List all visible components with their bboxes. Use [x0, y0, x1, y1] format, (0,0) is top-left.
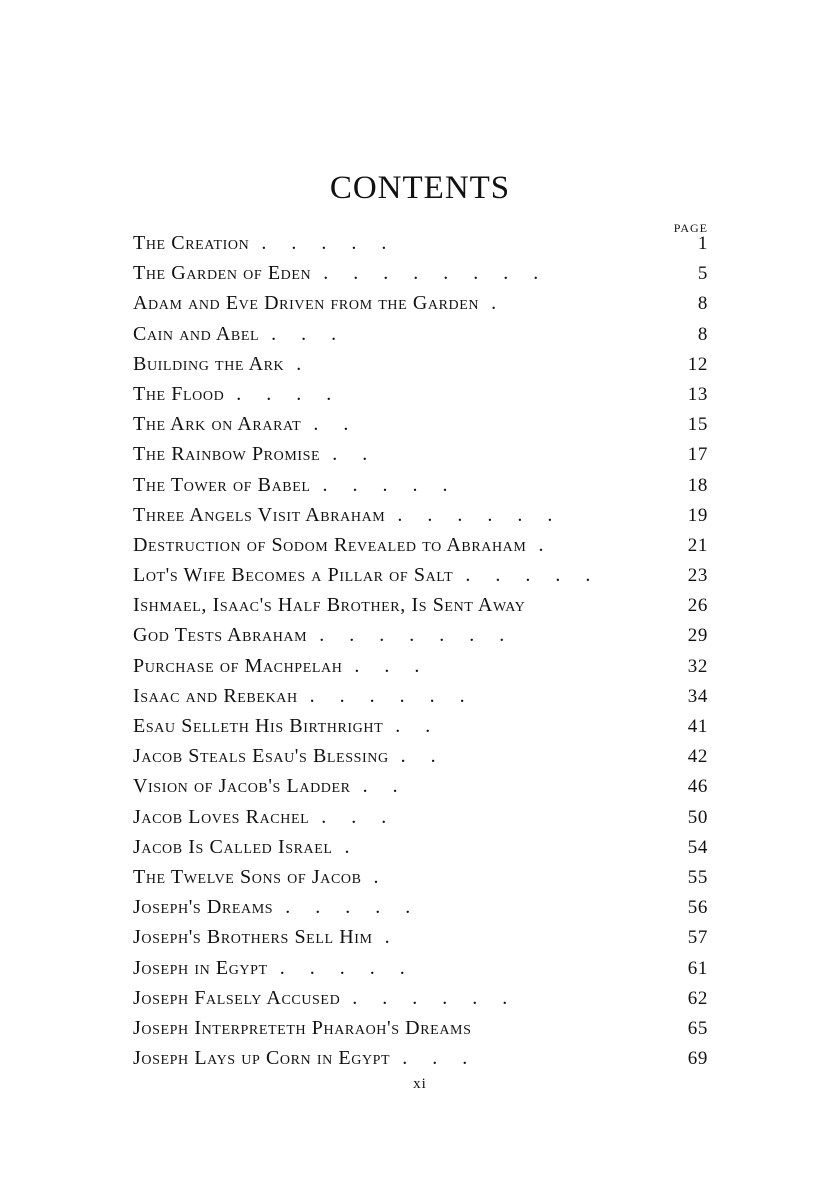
toc-entry-title: Joseph Interpreteth Pharaoh's Dreams [133, 1016, 472, 1039]
toc-entry-title: Cain and Abel [133, 322, 260, 345]
toc-entry-title: Purchase of Machpelah [133, 654, 343, 677]
toc-entry [133, 353, 708, 383]
toc-entry-page: 34 [687, 685, 708, 707]
toc-leader-dots: . . [313, 413, 359, 436]
toc-entry-page: 56 [687, 897, 708, 919]
toc-entry-title: Jacob Is Called Israel [133, 835, 333, 858]
toc-entry [133, 474, 708, 504]
toc-entry-page: 57 [687, 927, 708, 949]
toc-entry [133, 534, 708, 564]
toc-entry [133, 957, 708, 987]
toc-entry [133, 413, 708, 443]
toc-entry-title: The Tower of Babel [133, 473, 311, 496]
toc-entry-title: The Garden of Eden [133, 262, 312, 285]
toc-entry-page: 55 [687, 866, 708, 888]
toc-entry [133, 655, 708, 685]
toc-entry-page: 19 [687, 504, 708, 526]
toc-entry-page: 65 [687, 1017, 708, 1039]
toc-leader-dots: . . . [402, 1047, 478, 1070]
toc-entry [133, 896, 708, 926]
toc-entry-page: 12 [687, 353, 708, 375]
toc-leader-dots: . . [362, 775, 408, 798]
toc-leader-dots: . . . [271, 322, 347, 345]
toc-leader-dots: . . . . [236, 382, 342, 405]
page-column-label: PAGE [673, 221, 708, 235]
toc-entry-title: Joseph Lays up Corn in Egypt [133, 1047, 391, 1070]
toc-entry-page: 41 [687, 716, 708, 737]
toc-entry-title: Joseph's Brothers Sell Him [133, 926, 373, 949]
toc-leader-dots: . . . . . [285, 896, 421, 919]
toc-entry [133, 443, 708, 473]
toc-entry-title: Jacob Steals Esau's Blessing [133, 745, 389, 768]
toc-entry [133, 685, 708, 715]
toc-entry-title: Three Angels Visit Abraham [133, 503, 386, 526]
toc-entry [133, 383, 708, 413]
toc-entry-page: 42 [687, 746, 708, 768]
toc-entry [133, 504, 708, 534]
toc-leader-dots: . [296, 352, 312, 375]
toc-entry-title: Lot's Wife Becomes a Pillar of Salt [133, 564, 454, 587]
toc-entry-page: 17 [687, 444, 708, 466]
toc-entry [133, 262, 708, 292]
toc-entry [133, 836, 708, 866]
toc-entry-title: Ishmael, Isaac's Half Brother, Is Sent Away [133, 594, 526, 617]
toc-leader-dots: . [491, 292, 507, 315]
toc-entry [133, 987, 708, 1017]
toc-entry-page: 50 [687, 806, 708, 828]
toc-entry-page: 32 [687, 655, 708, 677]
toc-leader-dots: . . . . . [465, 564, 601, 587]
toc-entry-title: God Tests Abraham [133, 624, 308, 647]
toc-entry-title: Isaac and Rebekah [133, 684, 298, 707]
toc-entry [133, 624, 708, 654]
toc-entry-page: 62 [687, 987, 708, 1009]
toc-leader-dots: . . . . . . . . [323, 262, 549, 285]
toc-leader-dots: . . [395, 715, 441, 737]
toc-leader-dots: . . . . . [261, 232, 397, 254]
toc-leader-dots: . . . . . [322, 473, 458, 496]
toc-leader-dots: . [373, 865, 389, 888]
toc-leader-dots: . [344, 835, 360, 858]
toc-entry-page: 46 [687, 776, 708, 798]
toc-entry-title: Jacob Loves Rachel [133, 805, 310, 828]
toc-leader-dots: . . [400, 745, 446, 768]
toc-entry [133, 1047, 708, 1077]
toc-entry-title: The Rainbow Promise [133, 443, 321, 466]
toc-leader-dots: . . . [321, 805, 397, 828]
toc-entry [133, 775, 708, 805]
toc-entry-page: 1 [697, 233, 708, 254]
page-number: xi [413, 1076, 427, 1092]
toc-entry [133, 745, 708, 775]
toc-leader-dots: . . . . . . [352, 986, 518, 1009]
toc-entry-title: Destruction of Sodom Revealed to Abraham [133, 533, 527, 556]
toc-leader-dots: . . . . . . . [319, 624, 515, 647]
toc-entry-page: 15 [687, 414, 708, 436]
toc-entry-page: 69 [687, 1048, 708, 1070]
toc-leader-dots: . . . . . . [309, 684, 475, 707]
toc-entry [133, 232, 708, 262]
toc-entry-page: 26 [687, 595, 708, 617]
toc-entry-title: The Flood [133, 382, 225, 405]
page-title: CONTENTS [329, 170, 511, 206]
toc-entry-page: 23 [687, 565, 708, 587]
toc-entry [133, 594, 708, 624]
toc-leader-dots: . . . [354, 654, 430, 677]
toc-entry [133, 715, 708, 745]
toc-entry-title: The Creation [133, 232, 250, 254]
toc-entry-page: 61 [687, 957, 708, 979]
toc-entry-title: Joseph Falsely Accused [133, 986, 341, 1009]
toc-entry-title: Esau Selleth His Birthright [133, 715, 384, 737]
toc-leader-dots: . . . . . [279, 956, 415, 979]
toc-entry-page: 5 [697, 263, 708, 285]
toc-entry-page: 29 [687, 625, 708, 647]
toc-entry-page: 13 [687, 383, 708, 405]
toc-entry [133, 806, 708, 836]
toc-entry-title: The Twelve Sons of Jacob [133, 865, 362, 888]
toc-entry-title: Vision of Jacob's Ladder [133, 775, 351, 798]
toc-entry-title: The Ark on Ararat [133, 413, 302, 436]
toc-entry-title: Joseph in Egypt [133, 956, 268, 979]
toc-entry-page: 54 [687, 836, 708, 858]
toc-entry-title: Joseph's Dreams [133, 896, 274, 919]
toc-entry-title: Adam and Eve Driven from the Garden [133, 292, 480, 315]
toc-entry-page: 8 [697, 323, 708, 345]
toc-entry [133, 292, 708, 322]
toc-leader-dots: . [384, 926, 400, 949]
toc-entry-page: 21 [687, 534, 708, 556]
toc-entry-title: Building the Ark [133, 352, 285, 375]
table-of-contents [133, 232, 708, 1077]
toc-entry [133, 926, 708, 956]
toc-leader-dots: . . . . . . [397, 503, 563, 526]
toc-entry [133, 323, 708, 353]
toc-leader-dots: . . [332, 443, 378, 466]
toc-entry [133, 1017, 708, 1047]
toc-entry [133, 564, 708, 594]
toc-entry [133, 866, 708, 896]
toc-leader-dots: . [538, 533, 554, 556]
toc-entry-page: 8 [697, 293, 708, 315]
toc-entry-page: 18 [687, 474, 708, 496]
